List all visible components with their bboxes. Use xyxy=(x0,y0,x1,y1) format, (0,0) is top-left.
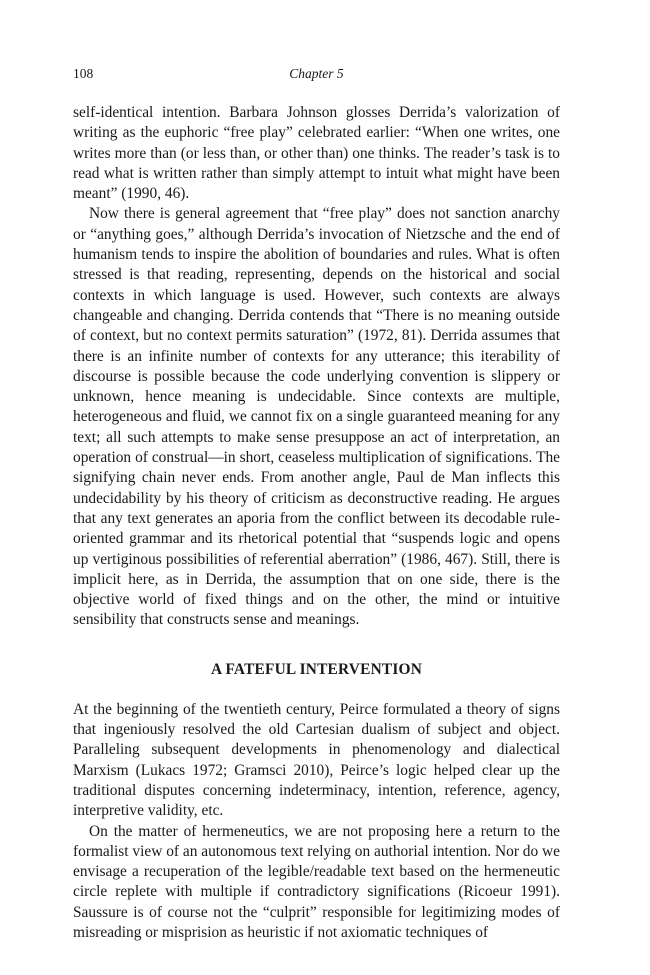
paragraph-hermeneutics: On the matter of hermeneutics, we are not proposing here a return to the formalist view of an autonomous text relying on authorial intention. Nor do we envisage a recuperation of the legible/readable text based on the hermeneutic circle replete with multiple if contradictory significations (Ricoeur 1991). Saussure is of course not the “culprit” responsible for legitimizing modes of misreading or misprision as heuristic if not axiomatic techniques of xyxy=(73,822,560,941)
page-number: 108 xyxy=(73,66,94,81)
paragraph-peirce: At the beginning of the twentieth century, Peirce formulated a theory of signs that ingeniously resolved the old Cartesian dualism of subject and object. Paralleling subsequent developments in phenomenology and dialectical Marxism (Lukacs 1972; Gramsci 2010), Peirce’s logic helped clear up the traditional disputes concerning indeterminacy, intention, reference, agency, interpretive validity, etc. xyxy=(73,700,560,820)
section-heading: A FATEFUL INTERVENTION xyxy=(210,660,423,678)
paragraph-free-play: Now there is general agreement that “free play” does not sanction anarchy or “anything goes,” although Derrida’s invocation of Nietzsche and the end of humanism tends to inspire the abolition of boundaries and rules. What is often stressed is that reading, representing, depends on the historical and social contexts in which language is used. However, such contexts are always changeable and changing. Derrida contends that “There is no meaning outside of context, but no context permits saturation” (1972, 81). Derrida assumes that there is an infinite number of contexts for any utterance; this iterability of discourse is possible because the code underlying convention is slippery or unknown, hence meaning is undecidable. Since contexts are multiple, heterogeneous and fluid, we cannot fix on a single guaranteed meaning for any text; all such attempts to make sense presuppose an act of interpretation, an operation of construal—in short, ceaseless multiplication of significations. The signifying chain never ends. From another angle, Paul de Man inflects this undecidability by his theory of criticism as deconstructive reading. He argues that any text generates an aporia from the conflict between its decodable rule-oriented grammar and its rhetorical potential that “suspends logic and opens up vertiginous possibilities of referential aberration” (1986, 467). Still, there is implicit here, as in Derrida, the assumption that on one side, there is the objective world of fixed things and on the other, the mind or intuitive sensibility that constructs sense and meanings. xyxy=(73,205,560,629)
book-page xyxy=(73,66,560,943)
paragraph-continued: self-identical intention. Barbara Johnson glosses Derrida’s valorization of writing as the euphoric “free play” celebrated earlier: “When one writes, one writes more than (or less than, or other than) one thinks. The reader’s task is to read what is written rather than simply attempt to intuit what might have been meant” (1990, 46). xyxy=(73,104,560,203)
chapter-title: Chapter 5 xyxy=(289,66,344,81)
running-head xyxy=(73,66,560,86)
